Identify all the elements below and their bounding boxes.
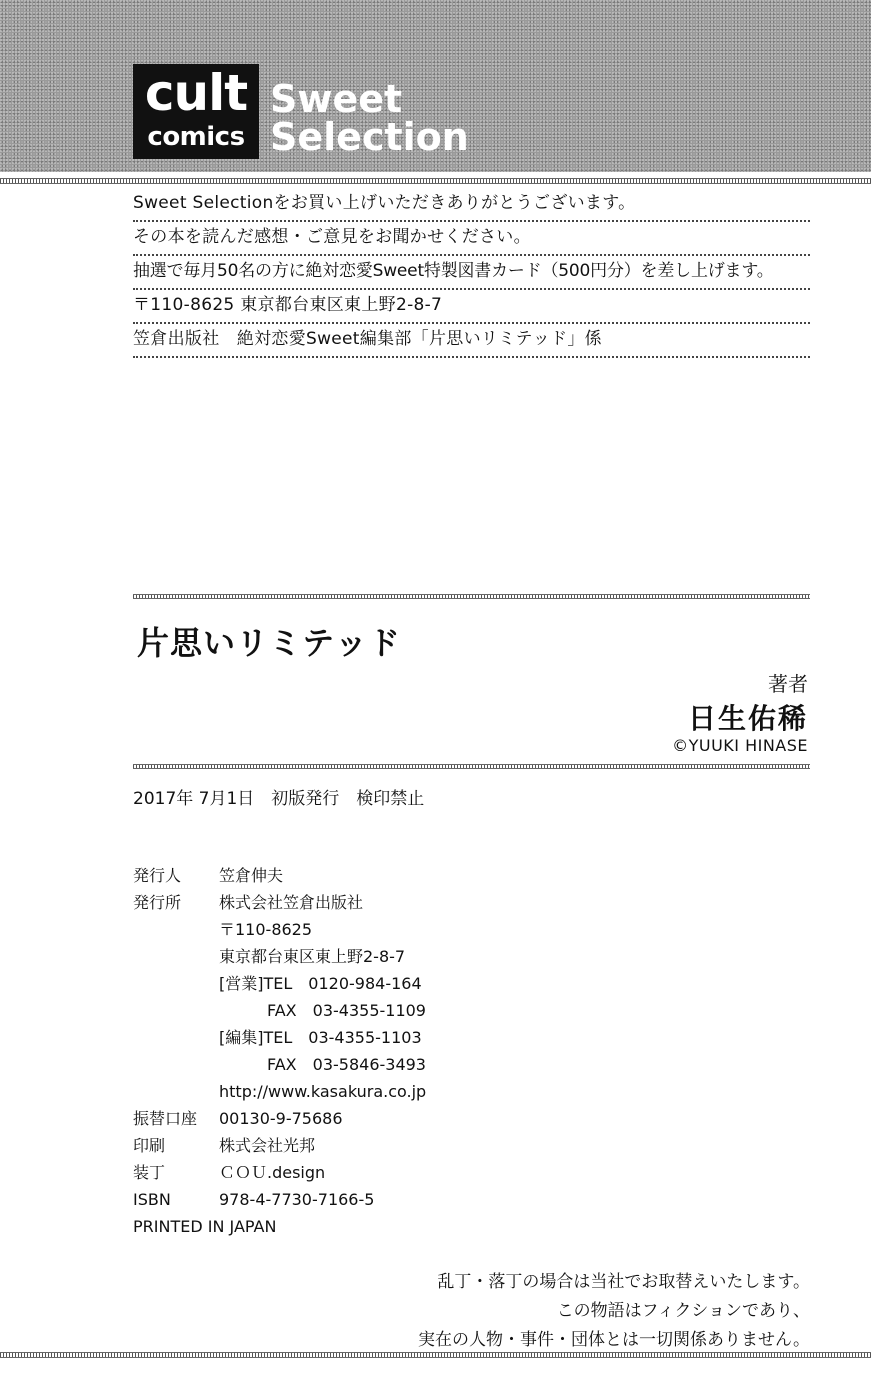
- notice-line: Sweet Selectionをお買い上げいただきありがとうございます。: [133, 188, 810, 222]
- notice-line: 〒110-8625 東京都台東区東上野2-8-7: [133, 290, 810, 324]
- colophon-value: 東京都台東区東上野2-8-7: [219, 947, 406, 966]
- divider-band-date: [133, 764, 810, 769]
- colophon-value: FAX 03-4355-1109: [219, 1001, 426, 1020]
- logo-comics-text: comics: [147, 122, 245, 152]
- colophon-value: 〒110-8625: [219, 920, 313, 939]
- colophon-key: 発行所: [133, 893, 182, 912]
- colophon-key: 印刷: [133, 1136, 166, 1155]
- colophon-value: 株式会社光邦: [219, 1136, 316, 1155]
- colophon-key: 装丁: [133, 1163, 166, 1182]
- disclaimer-line: 乱丁・落丁の場合は当社でお取替えいたします。: [437, 1272, 810, 1292]
- disclaimer: [418, 1268, 810, 1355]
- copyright: ©YUUKI HINASE: [672, 736, 808, 755]
- colophon-value: 978-4-7730-7166-5: [219, 1190, 375, 1209]
- header-band: [0, 0, 871, 172]
- author-name: 日生佑稀: [687, 702, 808, 735]
- colophon-key: ISBN: [133, 1190, 171, 1209]
- colophon-key: 発行人: [133, 866, 182, 885]
- book-title: 片思いリミテッド: [137, 624, 402, 662]
- colophon-value: ＣＯＵ.design: [219, 1163, 326, 1182]
- series-line2: Selection: [270, 115, 469, 159]
- series-name: [270, 77, 469, 159]
- colophon-key: PRINTED IN JAPAN: [133, 1217, 277, 1236]
- author-label: 著者: [768, 672, 808, 696]
- divider-band-top: [0, 178, 871, 184]
- disclaimer-line: 実在の人物・事件・団体とは一切関係ありません。: [417, 1330, 810, 1350]
- cult-comics-logo: [133, 64, 259, 159]
- colophon-key: 振替口座: [133, 1109, 198, 1128]
- colophon-value: 株式会社笠倉出版社: [219, 893, 364, 912]
- notice-line: 笠倉出版社 絶対恋愛Sweet編集部「片思いリミテッド」係: [133, 324, 810, 358]
- colophon-value: [営業]TEL 0120-984-164: [219, 974, 422, 993]
- divider-band-title: [133, 594, 810, 599]
- reader-notice: [133, 188, 810, 358]
- divider-band-bottom: [0, 1352, 871, 1358]
- logo-cult-text: cult: [144, 64, 248, 122]
- colophon-value: 00130-9-75686: [219, 1109, 343, 1128]
- notice-line: その本を読んだ感想・ご意見をお聞かせください。: [133, 222, 810, 256]
- colophon-value: 笠倉伸夫: [219, 866, 284, 885]
- disclaimer-line: この物語はフィクションであり、: [556, 1301, 810, 1321]
- notice-line: 抽選で毎月50名の方に絶対恋愛Sweet特製図書カード（500円分）を差し上げます。: [133, 256, 810, 290]
- colophon-value: FAX 03-5846-3493: [219, 1055, 426, 1074]
- series-line1: Sweet: [270, 77, 403, 121]
- colophon-value: http://www.kasakura.co.jp: [219, 1082, 427, 1101]
- publication-date: 2017年 7月1日 初版発行 検印禁止: [133, 789, 425, 809]
- colophon-value: [編集]TEL 03-4355-1103: [219, 1028, 422, 1047]
